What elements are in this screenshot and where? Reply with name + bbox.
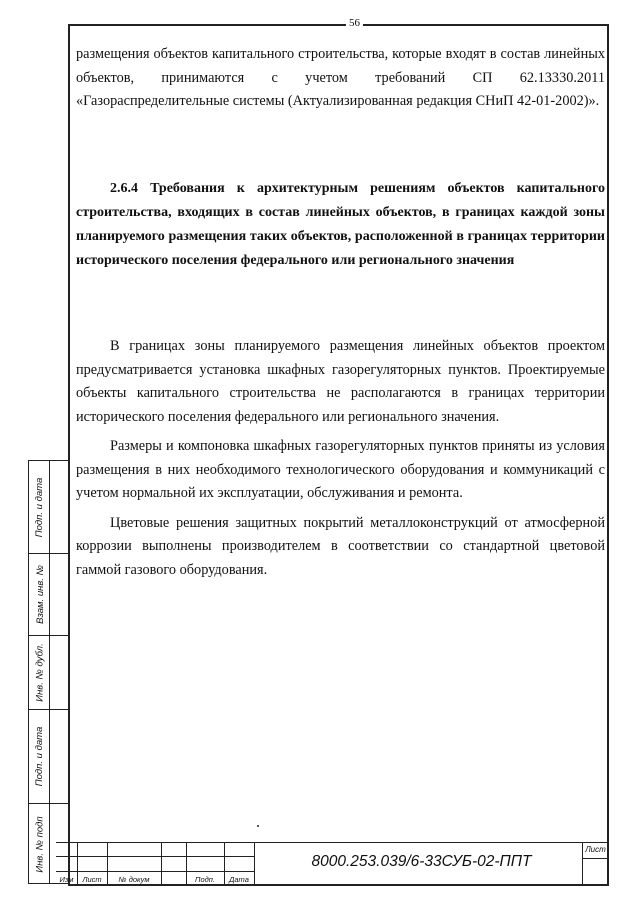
col-doc-number: № докум bbox=[118, 875, 150, 884]
scan-speck bbox=[257, 825, 259, 827]
title-block bbox=[56, 842, 609, 886]
intro-text bbox=[76, 43, 605, 114]
section-heading: 2.6.4 Требования к архитектурным решениям объектов капитального строительства, входящих в состав линейных объектов, в границах каждой зоны планируемого размещения таких объектов, расположенной в границах территории исторического поселения федерального или регионального значения bbox=[76, 181, 605, 268]
side-label-orig-inv: Инв. № подп bbox=[34, 815, 46, 873]
col-izm: Изм bbox=[59, 875, 74, 884]
intro-paragraph: размещения объектов капитального строительства, которые входят в состав линейных объектов, принимаются с учетом требований СП 62.13330.2011 «Газораспределительные системы (Актуализированная редакция СНиП 42-01-2002)». bbox=[76, 46, 605, 109]
col-signature: Подп. bbox=[195, 875, 215, 884]
side-label-dup-inv: Инв. № дубл. bbox=[34, 642, 46, 702]
paragraph-3: Цветовые решения защитных покрытий металлоконструкций от атмосферной коррозии выполнены производителем в соответствии со стандартной цветовой гаммой газового оборудования. bbox=[76, 514, 605, 578]
col-list: Лист bbox=[82, 875, 102, 884]
side-label-sign-date-2: Подп. и дата bbox=[34, 726, 46, 786]
side-label-replace-inv: Взам. инв. № bbox=[34, 564, 46, 624]
side-stamp bbox=[28, 460, 68, 884]
col-date: Дата bbox=[229, 875, 249, 884]
page-number: 56 bbox=[346, 17, 363, 29]
section-heading-block bbox=[76, 177, 605, 273]
document-code: 8000.253.039/6-33СУБ-02-ППТ bbox=[311, 853, 532, 870]
body-text bbox=[76, 335, 605, 582]
sheet-label: Лист bbox=[585, 845, 606, 854]
side-label-sign-date-1: Подп. и дата bbox=[34, 477, 46, 537]
paragraph-2: Размеры и компоновка шкафных газорегуляторных пунктов приняты из условия размещения в них необходимого технологического оборудования и коммуникаций с учетом нормальной их эксплуатации, обслуживания и ремонта. bbox=[76, 438, 605, 501]
paragraph-1: В границах зоны планируемого размещения линейных объектов проектом предусматривается установка шкафных газорегуляторных пунктов. Проектируемые объекты капитального строительства не располагаются в границах территории исторического поселения федерального или регионального значения. bbox=[76, 338, 605, 425]
